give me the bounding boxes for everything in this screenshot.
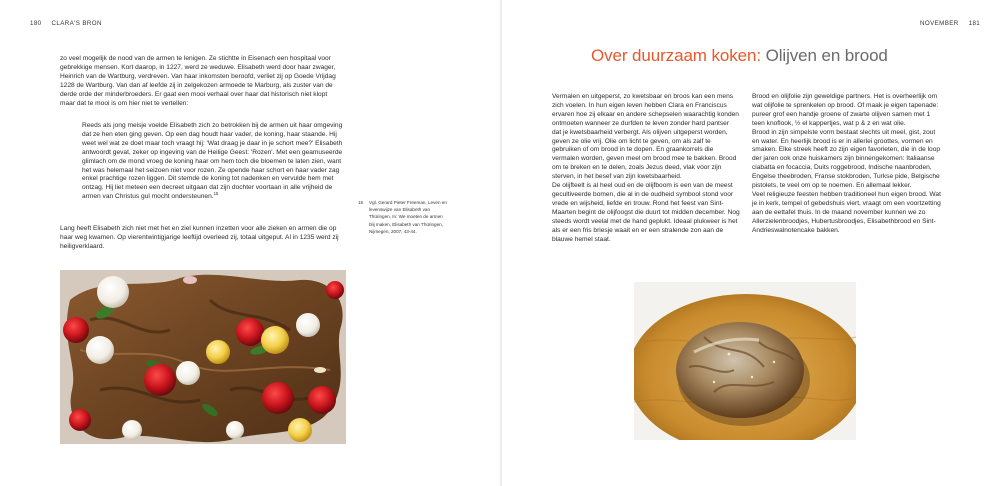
round-bread-loaf-photo (634, 282, 856, 440)
left-page (0, 0, 500, 486)
column-1-paragraph-2: De olijfteelt is al heel oud en de olijfboom is een van de meest gecultiveerde bomen, die al in de oudheid symbool stond voor vrede en wijsheid, liefde en trouw. Rond het feest van Sint-Maarten begint de olijfoogst die duurt tot midden december. Nog steeds wordt veelal met de hand geplukt. Ideaal plukweer is het als er een fris briesje waait en er een stralende zon aan de blauwe hemel staat. (552, 182, 740, 243)
footnote-ref: 15 (213, 191, 219, 197)
article-title-rest: Olijven en brood (760, 46, 888, 65)
column-1-paragraph-1: Vermalen en uitgeperst, zo kwetsbaar en broos kan een mens zich voelen. In hun eigen leven hebben Clara en Franciscus ervaren hoe zij elkaar en andere schepselen waarachtig konden ontmoeten wanneer ze durfden te leven zonder hard pantser dat je kwetsbaarheid verbergt. Als olijven uitgeperst worden, geven ze olie vrij. Olie om licht te geven, om als zalf te gebruiken of om brood in te dopen. En graankorrels die vermalen worden, geven meel om brood mee te bakken. Brood om te breken en te delen, zoals Jezus deed, vlak voor zijn sterven, in het besef van zijn kwetsbaarheid. (552, 93, 739, 181)
page-number-left: 180 (30, 20, 42, 27)
paragraph-closing-text: Lang heeft Elisabeth zich niet met het en ziel kunnen inzetten voor alle zieken en armen die op haar weg kwamen. Op vierentwintigjarige leeftijd overleed zij, totaal uitgeput. Al in 1235 werd zij heiligverklaard. (60, 225, 339, 250)
roses-illustration (60, 270, 346, 444)
bread-illustration (634, 282, 856, 440)
footnote-text: Vgl. Gerard Pieter Freeman, Leven en levenswijze van Elisabeth van Thüringen, In: We moeten de armen blij maken, Elisabeth van Thüringen, Nijmegen, 2007, 43-44. (369, 200, 447, 234)
page-number-right: 181 (968, 20, 981, 27)
paragraph-intro (60, 55, 344, 108)
right-page (502, 0, 1002, 486)
column-2 (752, 93, 942, 236)
paragraph-intro-text: zo veel mogelijk de nood van de armen te lenigen. Ze stichtte in Eisenach een hospitaal voor gebrekkige mensen. Kort daarop, in 1227, werd ze weduwe. Elisabeth werd door haar zwager, Heinrich van de Wartburg, verdreven. Van haar inkomsten beroofd, verliet zij op Goede Vrijdag 1228 de Wartburg. Van dan af leefde zij in zelgekozen armoede te Marburg, als zuster van de derde orde der minderbroeders. Er gaat een mooi verhaal over haar dat historisch niet klopt maar dat te mooi is om hier niet te vertellen: (60, 55, 336, 107)
block-quote (82, 122, 348, 202)
column-2-paragraph-3: Veel religieuze feesten hebben traditioneel hun eigen brood. Wat je in kerk, tempel of gebedshuis viert, vraagt om een voortzetting aan de eettafel thuis. In de maand november kunnen we zo Allerzielenbroodjes, Hubertusbroodjes, Elisabethbrood en Sint-Andrieswalnotencake bakken. (752, 190, 941, 234)
running-title-right: NOVEMBER (920, 20, 959, 27)
column-1 (552, 93, 740, 244)
paragraph-closing (60, 225, 348, 252)
running-head-left (30, 20, 102, 27)
article-title (591, 46, 888, 66)
column-2-paragraph-2: Brood in zijn simpelste vorm bestaat slechts uit meel, gist, zout en water. En heerlijk brood is er in allerlei groottes, vormen en smaken. Elke streek heeft zo zijn eigen favorieten, die in de loop der jaren ook onze huiskamers zijn binnengekomen: Italiaanse ciabatta en focaccia, Duits roggebrood, Indische naanbroden, Engelse theebroden, Franse stokbroden, Turkse pide, Belgische pistolets, te veel om op te noemen. En allemaal lekker. (752, 128, 941, 190)
running-head-right (920, 20, 980, 27)
footnote-number: 15 (358, 200, 364, 205)
roses-on-driftwood-photo (60, 270, 346, 444)
running-title-left: CLARA'S BRON (51, 20, 102, 27)
column-2-paragraph-1: Brood en olijfolie zijn geweldige partners. Het is overheerlijk om wat olijfolie te sprenkelen op brood. Of maak je eigen tapenade: pureer grof een handje groene of zwarte olijven samen met 1 teen knoflook, ½ el kappertjes, wat p & z en wat olie. (752, 93, 939, 127)
article-title-highlight: Over duurzaam koken: (591, 46, 761, 65)
block-quote-text: Reeds als jong meisje voelde Elisabeth zich zo betrokken bij de armen uit haar omgeving dat ze hen eten ging geven. Op een dag houdt haar vader, de koning, haar staande. Hij weet wel wat ze doet maar toch vraagt hij: 'Wat draag je daar in je schort mee?' Elisabeth antwoordt gevat, zeker op ingeving van de Heilige Geest: 'Rozen'. Met een geamuseerde glimlach om de mond vroeg de koning haar om hem toch die bloemen te laten zien, want het was helemaal het seizoen niet voor rozen. Ze opende haar schort en haar vader zag enkel prachtige rozen liggen. Dit stemde de koning tot nadenken en vervulde hem met ontzag. Hij liet meteen een decreet uitgaan dat zijn dochter voortaan in alle vrijheid de armen van Christus gul mocht ondersteunen. (82, 122, 343, 201)
